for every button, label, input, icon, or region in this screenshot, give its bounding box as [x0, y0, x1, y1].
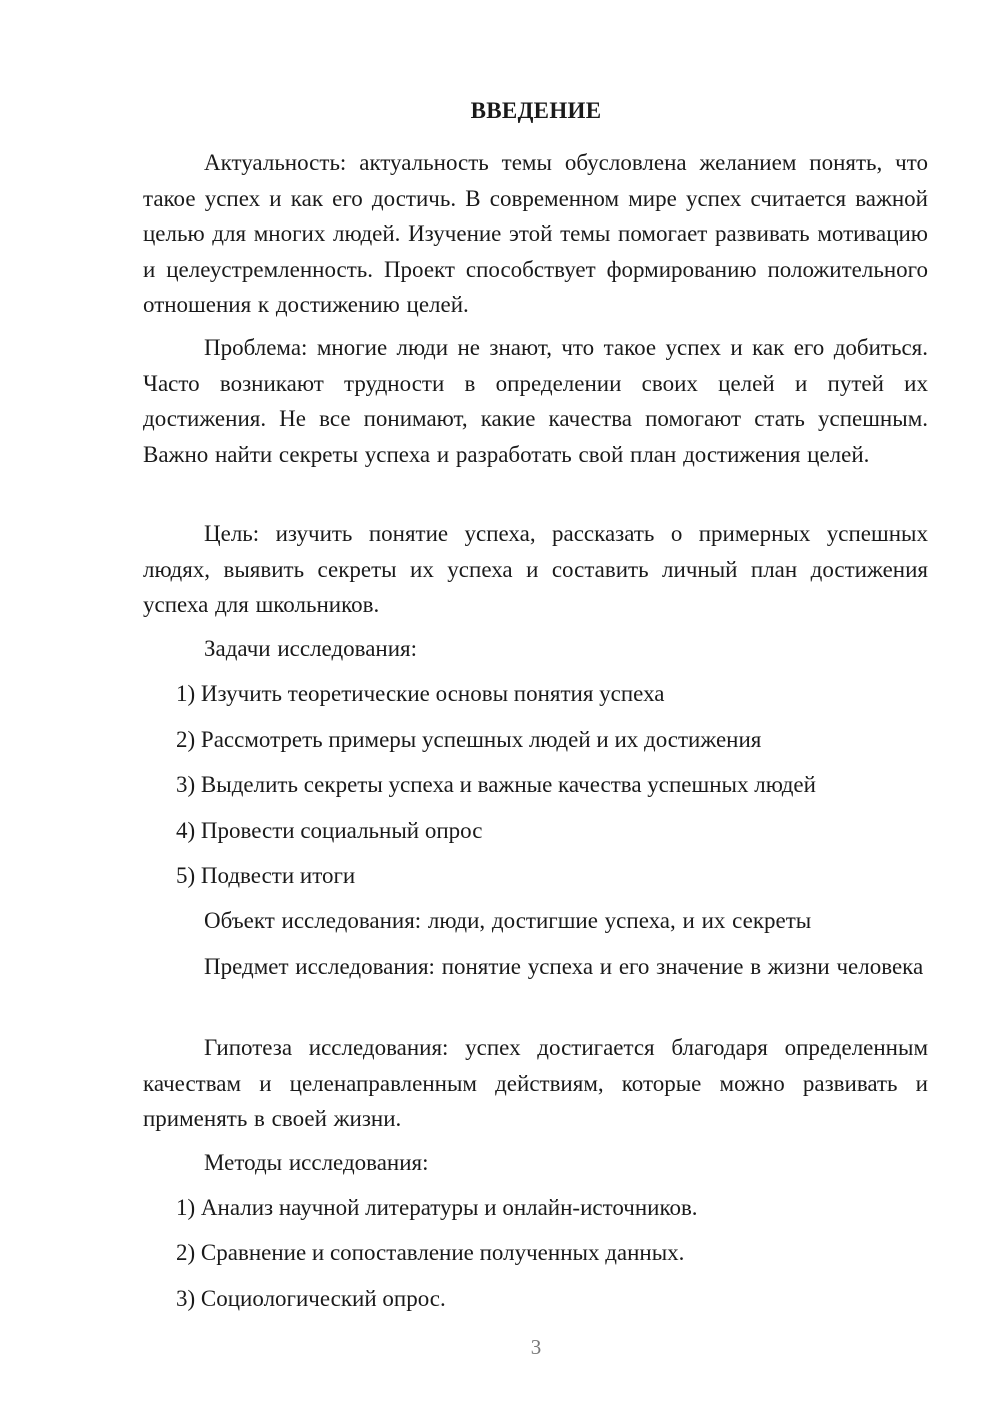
tasks-list-item-3 [143, 767, 928, 803]
hypothesis-paragraph: Гипотеза исследования: успех достигается благодаря определенным качествам и целенаправленным действиям, которые можно развивать и применять в своей жизни. [143, 1035, 928, 1131]
tasks-list-item-5 [143, 858, 928, 894]
list-item: 2) Сравнение и сопоставление полученных данных. [176, 1240, 685, 1265]
list-item: 1) Изучить теоретические основы понятия успеха [176, 681, 665, 706]
hypothesis-block [143, 1030, 928, 1137]
methods-heading-block [143, 1145, 928, 1181]
page-number: 3 [530, 1335, 542, 1359]
list-item: 4) Провести социальный опрос [176, 818, 483, 843]
subject-paragraph: Предмет исследования: понятие успеха и его значение в жизни человека [204, 954, 924, 979]
problem-block [143, 330, 928, 472]
list-item: 3) Социологический опрос. [176, 1286, 446, 1311]
tasks-heading-block [143, 631, 928, 667]
goal-block [143, 516, 928, 623]
goal-paragraph: Цель: изучить понятие успеха, рассказать о примерных успешных людях, выявить секреты их успеха и составить личный план достижения успеха для школьников. [143, 521, 928, 617]
relevance-block [143, 145, 928, 323]
methods-heading: Методы исследования: [204, 1150, 429, 1175]
tasks-list-item-2 [143, 722, 928, 758]
tasks-list-item-1 [143, 676, 928, 712]
page-title: ВВЕДЕНИЕ [470, 98, 602, 123]
relevance-paragraph: Актуальность: актуальность темы обусловлена желанием понять, что такое успех и как его достичь. В современном мире успех считается важной целью для многих людей. Изучение этой темы помогает развивать мотивацию и целеустремленность. Проект способствует формированию положительного отношения к достижению целей. [143, 150, 928, 317]
object-paragraph: Объект исследования: люди, достигшие успеха, и их секреты [204, 908, 812, 933]
list-item: 3) Выделить секреты успеха и важные качества успешных людей [176, 772, 816, 797]
list-item: 5) Подвести итоги [176, 863, 356, 888]
problem-paragraph: Проблема: многие люди не знают, что такое успех и как его добиться. Часто возникают трудности в определении своих целей и путей их достижения. Не все понимают, какие качества помогают стать успешным. Важно найти секреты успеха и разработать свой план достижения целей. [143, 335, 928, 467]
methods-list-item-3 [143, 1281, 928, 1317]
methods-list-item-1 [143, 1190, 928, 1226]
methods-list-item-2 [143, 1235, 928, 1271]
list-item: 2) Рассмотреть примеры успешных людей и их достижения [176, 727, 762, 752]
tasks-heading: Задачи исследования: [204, 636, 418, 661]
object-block [143, 903, 928, 939]
list-item: 1) Анализ научной литературы и онлайн-источников. [176, 1195, 698, 1220]
subject-block [143, 949, 928, 985]
tasks-list-item-4 [143, 813, 928, 849]
